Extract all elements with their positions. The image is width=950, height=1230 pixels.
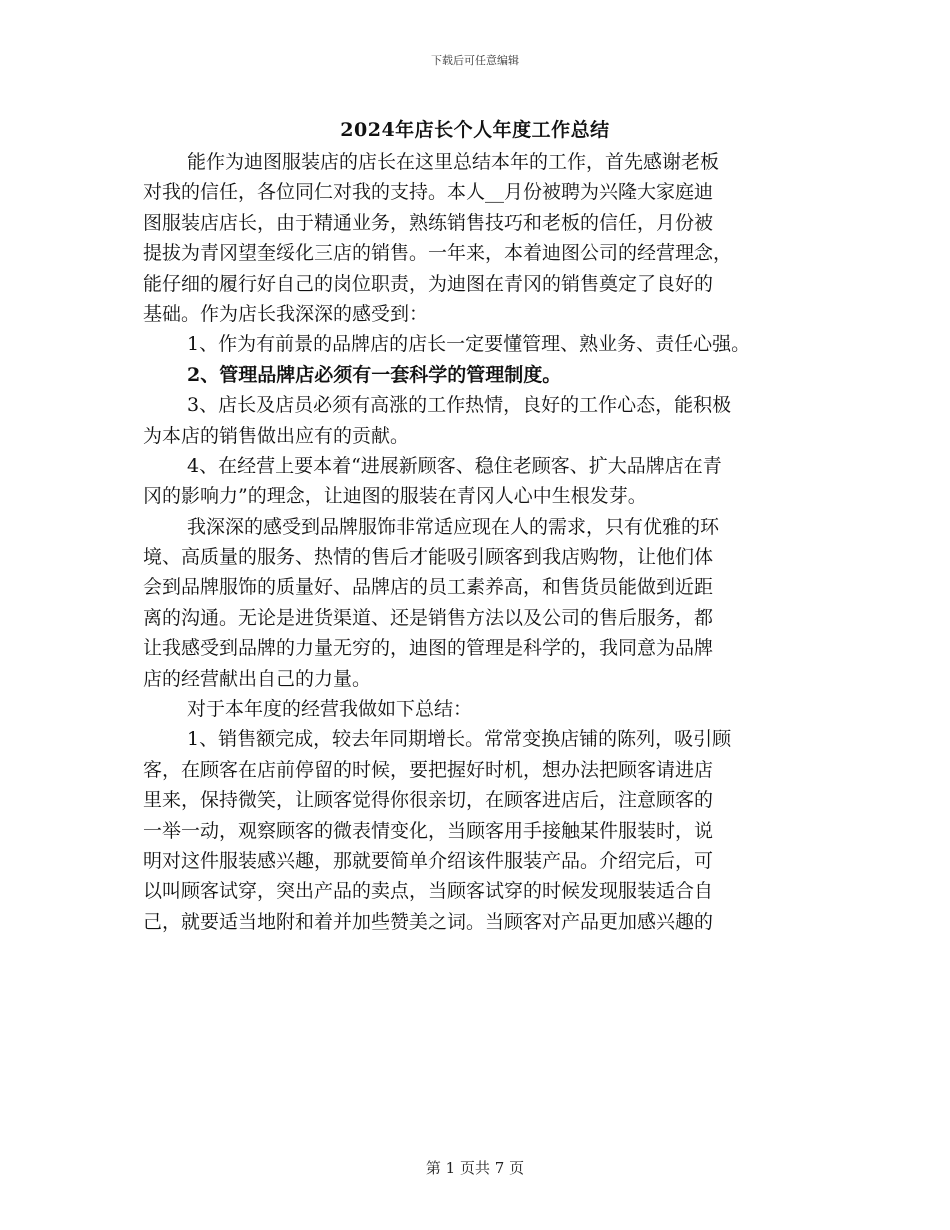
text-line: 对我的信任，各位同仁对我的支持。本人__月份被聘为兴隆大家庭迪 [143, 181, 714, 204]
text-line: 会到品牌服饰的质量好、品牌店的员工素养高，和售货员能做到近距 [143, 576, 714, 599]
text-line: 1、作为有前景的品牌店的店长一定要懂管理、熟业务、责任心强。 [187, 333, 751, 356]
document-title: 2024年店长个人年度工作总结 [340, 119, 610, 141]
text-line: 提拔为青冈望奎绥化三店的销售。一年来，本着迪图公司的经营理念， [143, 242, 733, 265]
document-body [143, 147, 813, 937]
text-line: 为本店的销售做出应有的贡献。 [143, 424, 410, 447]
text-line: 4、在经营上要本着“进展新顾客、稳住老顾客、扩大品牌店在青 [187, 454, 722, 477]
text-line: 境、高质量的服务、热情的售后才能吸引顾客到我店购物，让他们体 [143, 546, 714, 569]
text-line: 能仔细的履行好自己的岗位职责，为迪图在青冈的销售奠定了良好的 [143, 272, 714, 295]
text-line: 基础。作为店长我深深的感受到： [143, 302, 429, 325]
text-line: 3、店长及店员必须有高涨的工作热情，良好的工作心态，能积极 [187, 394, 732, 417]
text-line: 让我感受到品牌的力量无穷的，迪图的管理是科学的，我同意为品牌 [143, 637, 714, 660]
text-line: 能作为迪图服装店的店长在这里总结本年的工作，首先感谢老板 [187, 151, 720, 173]
text-line: 店的经营献出自己的力量。 [143, 667, 372, 690]
text-line: 己，就要适当地附和着并加些赞美之词。当顾客对产品更加感兴趣的 [143, 910, 714, 933]
text-line: 里来，保持微笑，让顾客觉得你很亲切，在顾客进店后，注意顾客的 [143, 789, 714, 812]
text-line: 图服装店店长，由于精通业务，熟练销售技巧和老板的信任，月份被 [143, 211, 714, 234]
text-line: 对于本年度的经营我做如下总结： [187, 698, 473, 721]
text-line: 以叫顾客试穿，突出产品的卖点，当顾客试穿的时候发现服装适合自 [143, 880, 714, 903]
text-line: 冈的影响力”的理念，让迪图的服装在青冈人心中生根发芽。 [143, 485, 647, 508]
text-line: 离的沟通。无论是进货渠道、还是销售方法以及公司的售后服务，都 [143, 606, 714, 629]
text-line: 明对这件服装感兴趣，那就要简单介绍该件服装产品。介绍完后，可 [143, 849, 714, 872]
text-line: 我深深的感受到品牌服饰非常适应现在人的需求，只有优雅的环 [187, 515, 720, 538]
text-line: 2、管理品牌店必须有一套科学的管理制度。 [187, 363, 562, 386]
text-line: 一举一动，观察顾客的微表情变化，当顾客用手接触某件服装时，说 [143, 819, 714, 842]
page-footer: 第 1 页共 7 页 [425, 1159, 525, 1177]
text-line: 客，在顾客在店前停留的时候，要把握好时机，想办法把顾客请进店 [143, 758, 714, 781]
header-note: 下载后可任意编辑 [431, 54, 519, 67]
text-line: 1、销售额完成，较去年同期增长。常常变换店铺的陈列，吸引顾 [187, 728, 732, 751]
